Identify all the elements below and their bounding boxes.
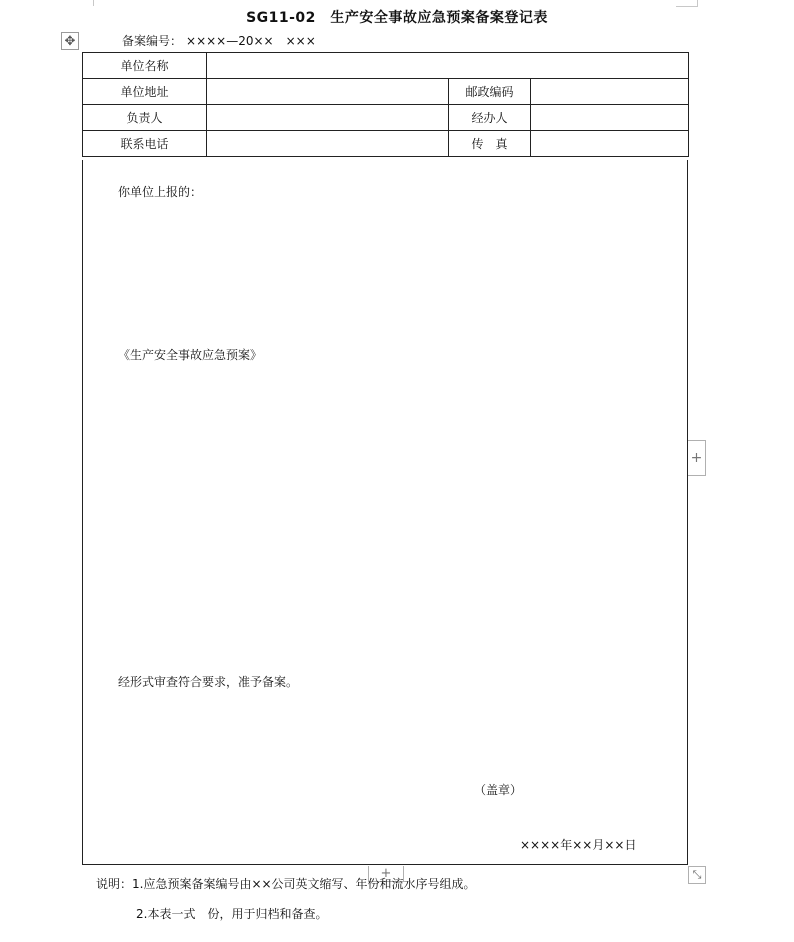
- table-row: [83, 105, 689, 131]
- page-corner-mark: [676, 6, 698, 7]
- postal-code-label: 邮政编码: [449, 79, 531, 105]
- approval-text: 经形式审查符合要求，准予备案。: [118, 675, 299, 689]
- phone-label: 联系电话: [83, 131, 207, 157]
- page-corner-mark: [697, 0, 698, 6]
- unit-name-label: 单位名称: [83, 53, 207, 79]
- record-number: [122, 32, 316, 50]
- unit-address-label: 单位地址: [83, 79, 207, 105]
- greeting-text: 你单位上报的：: [118, 185, 203, 199]
- plus-icon: +: [690, 450, 703, 466]
- plan-name-text: 《生产安全事故应急预案》: [118, 348, 263, 362]
- record-number-value: ××××—20×× ×××: [186, 34, 316, 48]
- responsible-person-field[interactable]: [207, 105, 449, 131]
- table-row: [83, 79, 689, 105]
- table-resize-handle[interactable]: [688, 866, 706, 884]
- fax-label: 传 真: [449, 131, 531, 157]
- postal-code-field[interactable]: [531, 79, 689, 105]
- seal-text: （盖章）: [474, 783, 523, 797]
- table-row: [83, 53, 689, 79]
- record-number-label: 备案编号：: [122, 34, 183, 48]
- registration-table: [82, 52, 689, 157]
- date-text: ××××年××月××日: [520, 838, 637, 852]
- handler-label: 经办人: [449, 105, 531, 131]
- table-move-handle[interactable]: [61, 32, 79, 50]
- document-title: SG11-02 生产安全事故应急预案备案登记表: [246, 10, 548, 26]
- page-corner-mark: [93, 0, 94, 6]
- note-line-1: 说明：1.应急预案备案编号由××公司英文缩写、年份和流水序号组成。: [96, 877, 476, 891]
- plus-icon: +: [380, 866, 392, 881]
- responsible-person-label: 负责人: [83, 105, 207, 131]
- phone-field[interactable]: [207, 131, 449, 157]
- add-column-button[interactable]: [688, 440, 706, 476]
- unit-name-field[interactable]: [207, 53, 689, 79]
- resize-icon: ⤡: [692, 868, 702, 881]
- fax-field[interactable]: [531, 131, 689, 157]
- unit-address-field[interactable]: [207, 79, 449, 105]
- move-handle-icon: ✥: [64, 33, 76, 49]
- handler-field[interactable]: [531, 105, 689, 131]
- note-line-2: 2.本表一式 份，用于归档和备查。: [136, 907, 328, 921]
- table-row: [83, 131, 689, 157]
- approval-body-cell[interactable]: [82, 160, 688, 865]
